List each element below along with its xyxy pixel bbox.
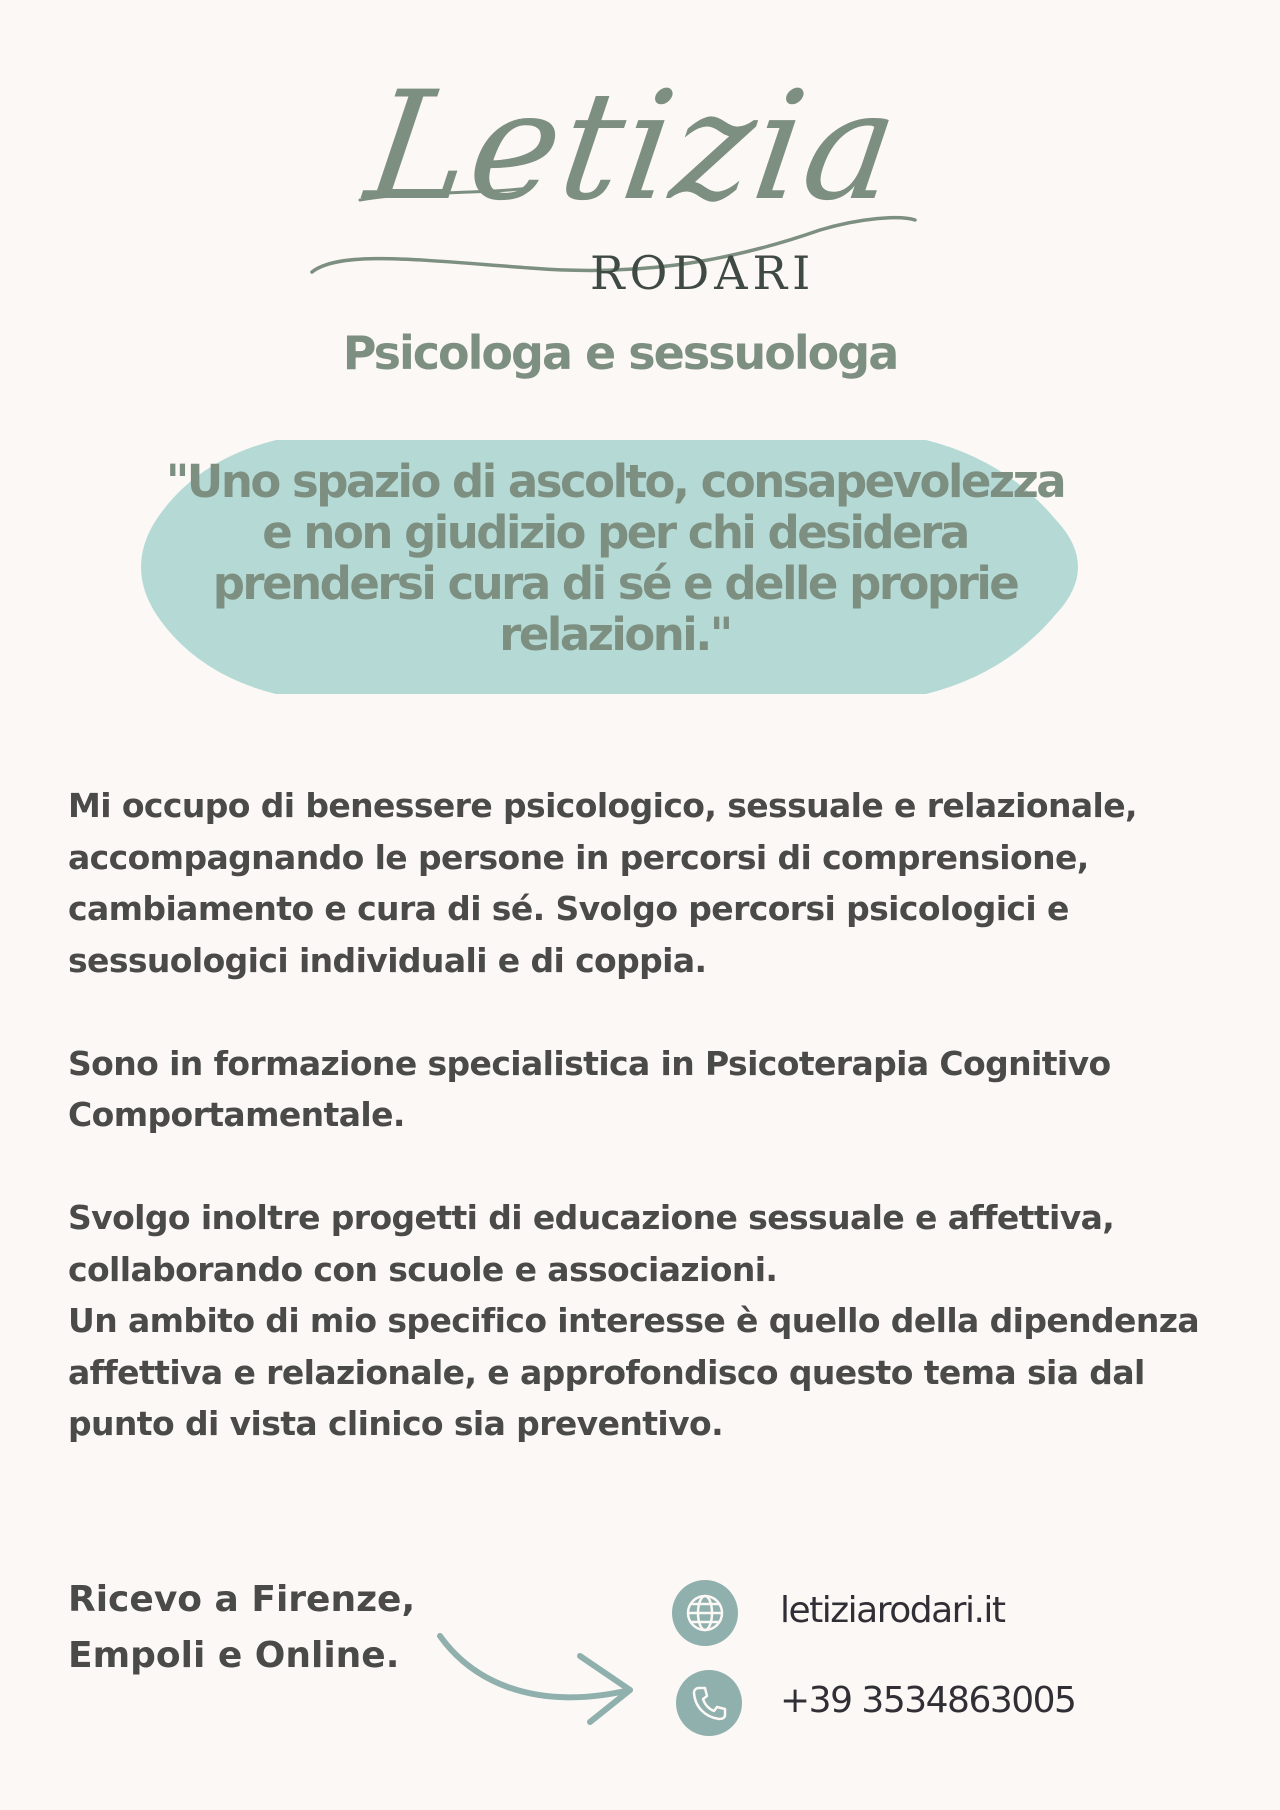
quote-text: "Uno spazio di ascolto, consapevolezza e non giudizio per chi desidera prendersi cura di sé e delle proprie relazioni." <box>165 455 1065 661</box>
globe-icon <box>672 1580 738 1646</box>
logo-surname: RODARI <box>590 246 816 300</box>
phone-icon <box>676 1670 742 1736</box>
phone-number[interactable]: +39 3534863005 <box>780 1680 1076 1721</box>
body-text <box>68 780 1228 1450</box>
location-line-2: Empoli e Online. <box>68 1635 400 1676</box>
logo <box>300 60 940 310</box>
logo-script-name: Letizia <box>357 60 910 234</box>
body-paragraph-3b: Un ambito di mio specifico interesse è quello della dipendenza affettiva e relazionale, e approfondisco questo tema sia dal punto di vista clinico sia preventivo. <box>68 1301 1199 1443</box>
page-subtitle: Psicologa e sessuologa <box>342 326 898 380</box>
body-paragraph-3a: Svolgo inoltre progetti di educazione sessuale e affettiva, collaborando con scuole e associazioni. <box>68 1198 1115 1289</box>
curved-arrow-icon <box>430 1628 640 1728</box>
body-paragraph-1: Mi occupo di benessere psicologico, sessuale e relazionale, accompagnando le persone in percorsi di comprensione, cambiamento e cura di sé. Svolgo percorsi psicologici e sessuologici individuali e di coppia. <box>68 786 1137 980</box>
location-text <box>68 1572 415 1684</box>
website-link[interactable]: letiziarodari.it <box>780 1590 1005 1631</box>
body-paragraph-2: Sono in formazione specialistica in Psicoterapia Cognitivo Comportamentale. <box>68 1043 1111 1134</box>
location-line-1: Ricevo a Firenze, <box>68 1579 416 1620</box>
